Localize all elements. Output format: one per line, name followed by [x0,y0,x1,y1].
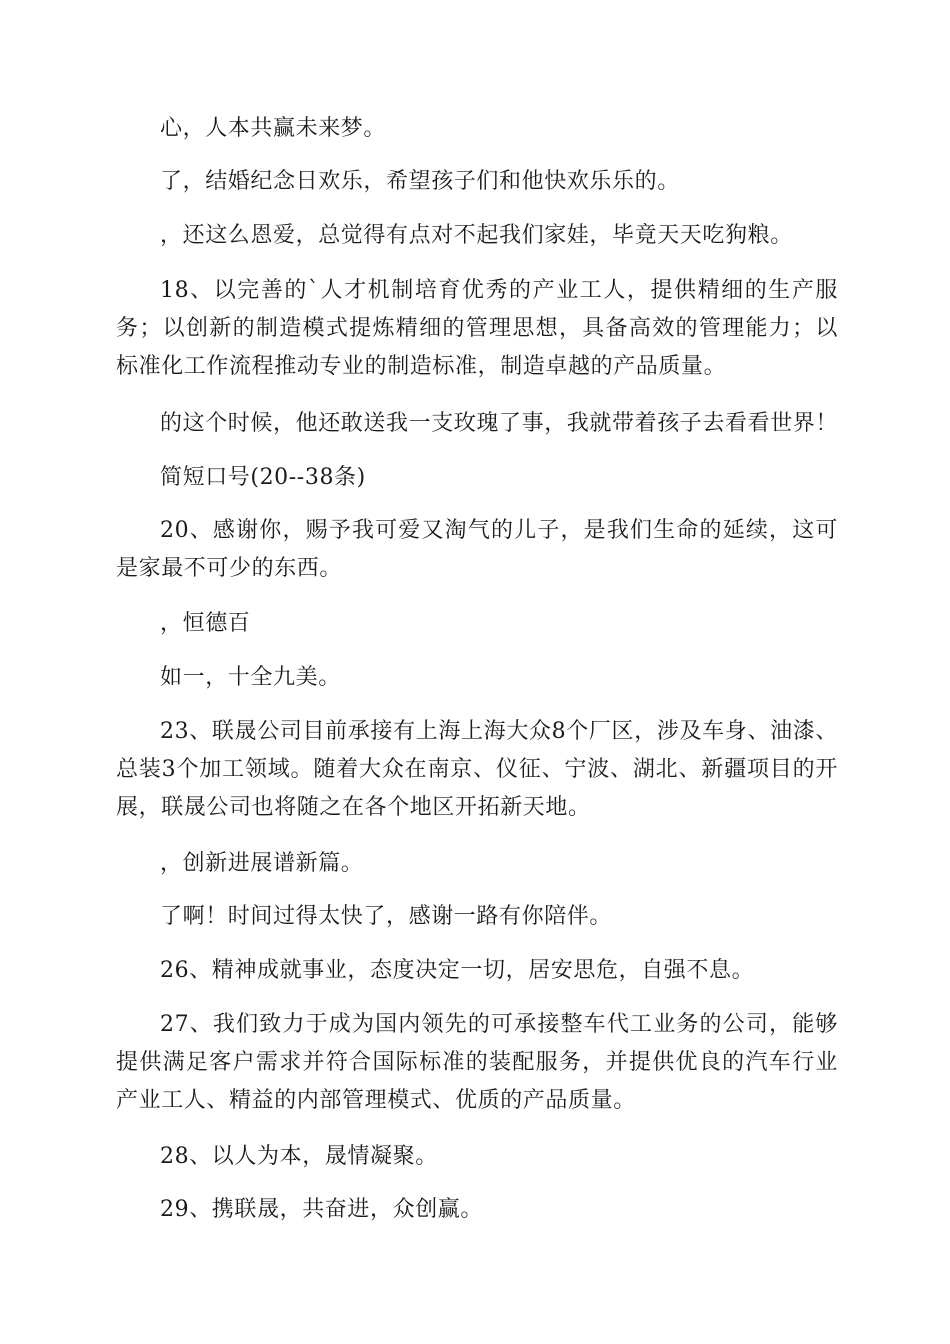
paragraph: 了，结婚纪念日欢乐，希望孩子们和他快欢乐乐的。 [160,169,680,194]
paragraph: 26、精神成就事业，态度决定一切，居安思危，自强不息。 [160,958,755,983]
paragraph: 了啊！时间过得太快了，感谢一路有你陪伴。 [160,904,613,929]
paragraph: 28、以人为本，晟情凝聚。 [160,1144,438,1169]
paragraph: 心，人本共赢未来梦。 [160,116,387,141]
paragraph: ，还这么恩爱，总觉得有点对不起我们家娃，毕竟天天吃狗粮。 [160,223,793,248]
paragraph: 如一，十全九美。 [160,665,341,690]
paragraph: 23、联晟公司目前承接有上海上海大众8个厂区，涉及车身、油漆、总装3个加工领域。随着大众在南京、仪征、宁波、湖北、新疆项目的开展，联晟公司也将随之在各个地区开拓新天地。 [116,719,838,820]
paragraph: 29、携联晟，共奋进，众创赢。 [160,1197,483,1222]
section-heading: 简短口号(20--38条) [160,465,366,490]
paragraph: 27、我们致力于成为国内领先的可承接整车代工业务的公司，能够提供满足客户需求并符合国际标准的装配服务，并提供优良的汽车行业产业工人、精益的内部管理模式、优质的产品质量。 [116,1012,838,1113]
paragraph: 的这个时候，他还敢送我一支玫瑰了事，我就带着孩子去看看世界！ [160,411,839,436]
paragraph: ，恒德百 [160,611,251,636]
paragraph: 20、感谢你，赐予我可爱又淘气的儿子，是我们生命的延续，这可是家最不可少的东西。 [116,518,838,581]
paragraph: 18、以完善的`人才机制培育优秀的产业工人，提供精细的生产服务；以创新的制造模式提炼精细的管理思想，具备高效的管理能力；以标准化工作流程推动专业的制造标准，制造卓越的产品质量。 [116,278,838,379]
paragraph: ，创新进展谱新篇。 [160,851,364,876]
